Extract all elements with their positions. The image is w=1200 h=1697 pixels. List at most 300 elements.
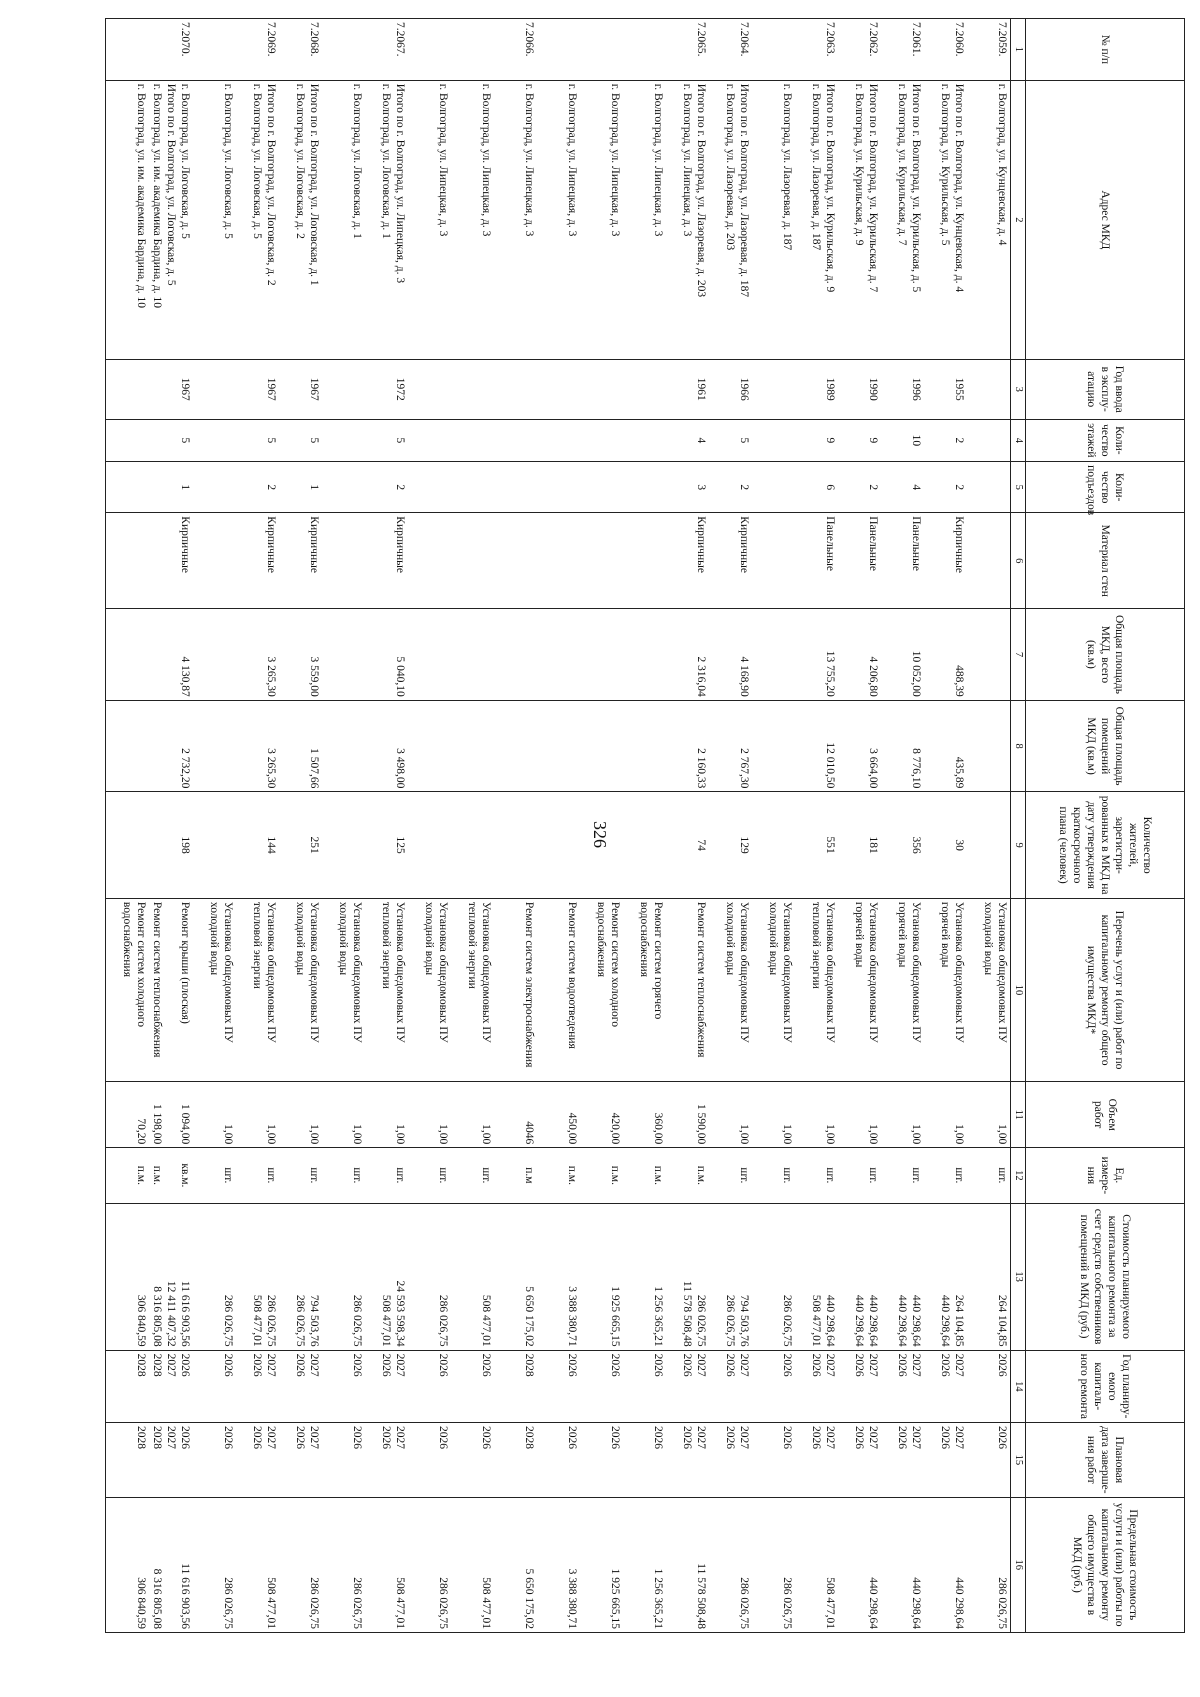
cell-entrances bbox=[451, 462, 494, 513]
cell-work-volume: 1 590,00 bbox=[666, 1082, 709, 1148]
cell-max-cost: 508 477,01 bbox=[451, 1497, 494, 1632]
cell-total-area: 5 040,10 bbox=[365, 609, 408, 701]
cell-completion-date: 2027 2026 bbox=[924, 1423, 967, 1498]
cell-total-area: 3 265,30 bbox=[236, 609, 279, 701]
column-number: 4 bbox=[1011, 419, 1026, 462]
cell-year-commissioned: 1989 bbox=[795, 359, 838, 419]
cell-residents bbox=[967, 792, 1011, 899]
cell-work-volume: 1,00 bbox=[451, 1082, 494, 1148]
cell-residents bbox=[494, 792, 537, 899]
column-header: Ед. измере-ния bbox=[1026, 1148, 1185, 1203]
cell-planned-year: 2026 bbox=[623, 1350, 666, 1422]
cell-row-number: 7.2068. bbox=[279, 19, 322, 81]
cell-premises-area: 2 732,20 bbox=[149, 700, 193, 792]
cell-unit: п.м. bbox=[623, 1148, 666, 1203]
cell-planned-year: 2028 bbox=[494, 1350, 537, 1422]
cell-year-commissioned bbox=[322, 359, 365, 419]
cell-max-cost: 1 925 665,15 bbox=[580, 1497, 623, 1632]
cell-address: Итого по г. Волгоград, ул. Курильская, д. 7 г. Волгоград, ул. Курильская, д. 9 bbox=[838, 80, 881, 359]
cell-total-area: 13 755,20 bbox=[795, 609, 838, 701]
cell-total-area bbox=[408, 609, 451, 701]
cell-address: г. Волгоград, ул. Липецкая, д. 3 bbox=[494, 80, 537, 359]
cell-planned-year: 2026 bbox=[322, 1350, 365, 1422]
cell-work-volume: 420,00 bbox=[580, 1082, 623, 1148]
cell-work-volume: 1 094,00 1 198,00 bbox=[149, 1082, 193, 1148]
cell-row-number bbox=[537, 19, 580, 81]
cell-planned-year: 2026 bbox=[580, 1350, 623, 1422]
cell-row-number: 7.2070. bbox=[149, 19, 193, 81]
cell-max-cost: 440 298,64 bbox=[838, 1497, 881, 1632]
cell-row-number: 7.2064. bbox=[709, 19, 752, 81]
cell-max-cost: 286 026,75 bbox=[279, 1497, 322, 1632]
column-header: № п/п bbox=[1026, 19, 1185, 81]
cell-unit: шт. bbox=[236, 1148, 279, 1203]
cell-planned-year: 2027 2026 bbox=[709, 1350, 752, 1422]
cell-unit: шт. bbox=[709, 1148, 752, 1203]
cell-floors bbox=[537, 419, 580, 462]
cell-year-commissioned: 1955 bbox=[924, 359, 967, 419]
cell-planned-cost: 286 026,75 508 477,01 bbox=[236, 1203, 279, 1350]
cell-floors: 9 bbox=[838, 419, 881, 462]
column-number: 9 bbox=[1011, 792, 1026, 899]
cell-address: Итого по г. Волгоград, ул. Курильская, д. 5 г. Волгоград, ул. Курильская, д. 7 bbox=[881, 80, 924, 359]
cell-address: г. Волгоград, ул. Липецкая, д. 3 bbox=[408, 80, 451, 359]
cell-address: г. Волгоград, ул. Лазоревая, д. 187 bbox=[752, 80, 795, 359]
table-row bbox=[623, 19, 666, 1633]
cell-wall-material bbox=[408, 513, 451, 609]
column-header: Объем работ bbox=[1026, 1082, 1185, 1148]
cell-residents bbox=[752, 792, 795, 899]
cell-completion-date: 2028 bbox=[105, 1423, 149, 1498]
cell-floors: 9 bbox=[795, 419, 838, 462]
cell-residents bbox=[408, 792, 451, 899]
table-row bbox=[365, 19, 408, 1633]
cell-residents: 198 bbox=[149, 792, 193, 899]
column-number: 5 bbox=[1011, 462, 1026, 513]
cell-row-number bbox=[408, 19, 451, 81]
cell-premises-area bbox=[537, 700, 580, 792]
table-row bbox=[580, 19, 623, 1633]
cell-work-volume: 450,00 bbox=[537, 1082, 580, 1148]
table-row bbox=[838, 19, 881, 1633]
cell-work-volume: 1,00 bbox=[709, 1082, 752, 1148]
cell-year-commissioned bbox=[193, 359, 236, 419]
page-number: 326 bbox=[590, 821, 610, 848]
cell-address: г. Волгоград, ул. Логовская, д. 1 bbox=[322, 80, 365, 359]
cell-work-volume: 1,00 bbox=[752, 1082, 795, 1148]
cell-work-list: Установка общедомовых ПУ горячей воды bbox=[838, 898, 881, 1081]
cell-address: Итого по г. Волгоград, ул. Лазоревая, д. 187 г. Волгоград, ул. Лазоревая, д. 203 bbox=[709, 80, 752, 359]
cell-work-volume: 1,00 bbox=[408, 1082, 451, 1148]
cell-year-commissioned bbox=[623, 359, 666, 419]
cell-work-list: Установка общедомовых ПУ холодной воды bbox=[193, 898, 236, 1081]
cell-work-volume: 1,00 bbox=[322, 1082, 365, 1148]
cell-entrances: 6 bbox=[795, 462, 838, 513]
cell-total-area bbox=[537, 609, 580, 701]
cell-residents: 356 bbox=[881, 792, 924, 899]
cell-floors bbox=[408, 419, 451, 462]
repair-plan-table bbox=[105, 18, 1185, 1633]
cell-planned-cost: 440 298,64 440 298,64 bbox=[838, 1203, 881, 1350]
column-number: 12 bbox=[1011, 1148, 1026, 1203]
cell-entrances bbox=[623, 462, 666, 513]
column-number: 8 bbox=[1011, 700, 1026, 792]
cell-planned-year: 2026 bbox=[537, 1350, 580, 1422]
cell-unit: шт. bbox=[795, 1148, 838, 1203]
cell-unit: шт. bbox=[322, 1148, 365, 1203]
cell-residents: 251 bbox=[279, 792, 322, 899]
cell-planned-year: 2027 2026 bbox=[881, 1350, 924, 1422]
cell-work-volume: 1,00 bbox=[279, 1082, 322, 1148]
column-number-row bbox=[1011, 19, 1026, 1633]
cell-planned-cost: 286 026,75 11 578 508,48 bbox=[666, 1203, 709, 1350]
cell-premises-area: 2 160,33 bbox=[666, 700, 709, 792]
cell-total-area bbox=[193, 609, 236, 701]
table-row bbox=[494, 19, 537, 1633]
cell-residents: 551 bbox=[795, 792, 838, 899]
cell-work-list: Установка общедомовых ПУ тепловой энергии bbox=[795, 898, 838, 1081]
cell-row-number: 7.2067. bbox=[365, 19, 408, 81]
column-header: Год планиру-емого капиталь-ного ремонта bbox=[1026, 1350, 1185, 1422]
table-row bbox=[236, 19, 279, 1633]
cell-residents bbox=[623, 792, 666, 899]
cell-address: Итого по г. Волгоград, ул. Логовская, д. 2 г. Волгоград, ул. Логовская, д. 5 bbox=[236, 80, 279, 359]
cell-residents bbox=[322, 792, 365, 899]
cell-year-commissioned: 1961 bbox=[666, 359, 709, 419]
cell-entrances: 1 bbox=[149, 462, 193, 513]
cell-premises-area bbox=[105, 700, 149, 792]
cell-residents bbox=[537, 792, 580, 899]
cell-completion-date: 2027 2026 bbox=[795, 1423, 838, 1498]
cell-floors: 5 bbox=[236, 419, 279, 462]
cell-total-area bbox=[752, 609, 795, 701]
cell-max-cost: 440 298,64 bbox=[924, 1497, 967, 1632]
cell-floors bbox=[494, 419, 537, 462]
cell-wall-material bbox=[322, 513, 365, 609]
cell-unit: кв.м. п.м. bbox=[149, 1148, 193, 1203]
cell-residents bbox=[105, 792, 149, 899]
cell-work-list: Установка общедомовых ПУ тепловой энергии bbox=[365, 898, 408, 1081]
cell-work-list: Ремонт крыши (плоская) Ремонт систем теплоснабжения bbox=[149, 898, 193, 1081]
column-header: Общая площадь МКД, всего (кв.м) bbox=[1026, 609, 1185, 701]
cell-planned-cost: 306 840,59 bbox=[105, 1203, 149, 1350]
cell-floors: 5 bbox=[149, 419, 193, 462]
cell-entrances bbox=[494, 462, 537, 513]
cell-work-list: Ремонт систем холодного водоснабжения bbox=[105, 898, 149, 1081]
cell-entrances: 2 bbox=[236, 462, 279, 513]
cell-completion-date: 2027 2026 bbox=[838, 1423, 881, 1498]
cell-work-volume: 1,00 bbox=[967, 1082, 1011, 1148]
column-header: Общая площадь помещений МКД (кв.м) bbox=[1026, 700, 1185, 792]
cell-wall-material bbox=[451, 513, 494, 609]
cell-planned-year: 2028 bbox=[105, 1350, 149, 1422]
cell-floors bbox=[451, 419, 494, 462]
cell-completion-date: 2026 2027 2028 bbox=[149, 1423, 193, 1498]
cell-work-volume: 1,00 bbox=[838, 1082, 881, 1148]
table-row bbox=[279, 19, 322, 1633]
cell-completion-date: 2026 bbox=[408, 1423, 451, 1498]
cell-year-commissioned: 1967 bbox=[149, 359, 193, 419]
cell-planned-cost: 508 477,01 bbox=[451, 1203, 494, 1350]
cell-completion-date: 2026 bbox=[537, 1423, 580, 1498]
cell-max-cost: 508 477,01 bbox=[365, 1497, 408, 1632]
cell-year-commissioned bbox=[451, 359, 494, 419]
column-header: Коли-чество этажей bbox=[1026, 419, 1185, 462]
cell-residents: 30 bbox=[924, 792, 967, 899]
cell-wall-material: Кирпичные bbox=[924, 513, 967, 609]
cell-wall-material bbox=[193, 513, 236, 609]
cell-work-list: Установка общедомовых ПУ холодной воды bbox=[408, 898, 451, 1081]
cell-planned-year: 2026 bbox=[752, 1350, 795, 1422]
cell-work-list: Ремонт систем горячего водоснабжения bbox=[623, 898, 666, 1081]
cell-total-area bbox=[494, 609, 537, 701]
column-header: Адрес МКД bbox=[1026, 80, 1185, 359]
cell-work-list: Установка общедомовых ПУ тепловой энергии bbox=[451, 898, 494, 1081]
cell-year-commissioned: 1967 bbox=[236, 359, 279, 419]
cell-address: Итого по г. Волгоград, ул. Курильская, д. 9 г. Волгоград, ул. Лазоревая, д. 187 bbox=[795, 80, 838, 359]
cell-total-area: 4 168,90 bbox=[709, 609, 752, 701]
cell-wall-material bbox=[623, 513, 666, 609]
cell-entrances bbox=[537, 462, 580, 513]
table-row bbox=[795, 19, 838, 1633]
column-header: Плановая дата заверше-ния работ bbox=[1026, 1423, 1185, 1498]
cell-wall-material: Кирпичные bbox=[666, 513, 709, 609]
cell-work-volume: 1,00 bbox=[924, 1082, 967, 1148]
cell-floors bbox=[580, 419, 623, 462]
cell-premises-area: 3 664,00 bbox=[838, 700, 881, 792]
cell-unit: шт. bbox=[279, 1148, 322, 1203]
cell-completion-date: 2027 2026 bbox=[279, 1423, 322, 1498]
cell-wall-material: Кирпичные bbox=[279, 513, 322, 609]
cell-floors: 2 bbox=[924, 419, 967, 462]
cell-premises-area: 12 010,50 bbox=[795, 700, 838, 792]
cell-planned-cost: 794 503,76 286 026,75 bbox=[709, 1203, 752, 1350]
cell-premises-area bbox=[967, 700, 1011, 792]
cell-planned-year: 2026 bbox=[451, 1350, 494, 1422]
cell-address: Итого по г. Волгоград, ул. Логовская, д. 1 г. Волгоград, ул. Логовская, д. 2 bbox=[279, 80, 322, 359]
cell-entrances bbox=[580, 462, 623, 513]
cell-work-volume: 360,00 bbox=[623, 1082, 666, 1148]
cell-year-commissioned bbox=[967, 359, 1011, 419]
cell-work-volume: 1,00 bbox=[881, 1082, 924, 1148]
cell-premises-area bbox=[322, 700, 365, 792]
cell-unit: п.м. bbox=[105, 1148, 149, 1203]
cell-row-number bbox=[105, 19, 149, 81]
column-number: 7 bbox=[1011, 609, 1026, 701]
cell-address: Итого по г. Волгоград, ул. Лазоревая, д. 203 г. Волгоград, ул. Липецкая, д. 3 bbox=[666, 80, 709, 359]
cell-total-area: 4 130,87 bbox=[149, 609, 193, 701]
cell-residents: 74 bbox=[666, 792, 709, 899]
cell-premises-area bbox=[580, 700, 623, 792]
cell-entrances bbox=[408, 462, 451, 513]
cell-planned-year: 2027 2026 bbox=[838, 1350, 881, 1422]
table-row bbox=[193, 19, 236, 1633]
cell-row-number: 7.2065. bbox=[666, 19, 709, 81]
cell-total-area: 2 316,04 bbox=[666, 609, 709, 701]
column-number: 3 bbox=[1011, 359, 1026, 419]
cell-unit: шт. bbox=[924, 1148, 967, 1203]
cell-total-area bbox=[580, 609, 623, 701]
cell-planned-cost: 1 925 665,15 bbox=[580, 1203, 623, 1350]
cell-unit: шт. bbox=[365, 1148, 408, 1203]
table-row bbox=[709, 19, 752, 1633]
cell-total-area bbox=[623, 609, 666, 701]
cell-max-cost: 286 026,75 bbox=[752, 1497, 795, 1632]
column-number: 6 bbox=[1011, 513, 1026, 609]
cell-premises-area: 3 265,30 bbox=[236, 700, 279, 792]
cell-planned-cost: 286 026,75 bbox=[193, 1203, 236, 1350]
cell-row-number: 7.2060. bbox=[924, 19, 967, 81]
cell-planned-cost: 440 298,64 440 298,64 bbox=[881, 1203, 924, 1350]
cell-work-list: Установка общедомовых ПУ холодной воды bbox=[279, 898, 322, 1081]
cell-total-area: 3 559,00 bbox=[279, 609, 322, 701]
cell-completion-date: 2027 2026 bbox=[709, 1423, 752, 1498]
cell-planned-year: 2026 bbox=[408, 1350, 451, 1422]
cell-max-cost: 3 388 380,71 bbox=[537, 1497, 580, 1632]
column-number: 10 bbox=[1011, 898, 1026, 1081]
cell-floors bbox=[322, 419, 365, 462]
cell-address: г. Волгоград, ул. Липецкая, д. 3 bbox=[580, 80, 623, 359]
cell-planned-year: 2027 2026 bbox=[795, 1350, 838, 1422]
cell-year-commissioned bbox=[408, 359, 451, 419]
cell-entrances bbox=[967, 462, 1011, 513]
cell-max-cost: 286 026,75 bbox=[322, 1497, 365, 1632]
cell-completion-date: 2026 bbox=[623, 1423, 666, 1498]
cell-planned-year: 2026 bbox=[193, 1350, 236, 1422]
cell-work-volume: 1,00 bbox=[193, 1082, 236, 1148]
cell-year-commissioned bbox=[580, 359, 623, 419]
cell-planned-cost: 24 593 598,34 508 477,01 bbox=[365, 1203, 408, 1350]
cell-planned-cost: 1 256 365,21 bbox=[623, 1203, 666, 1350]
column-number: 15 bbox=[1011, 1423, 1026, 1498]
cell-wall-material: Панельные bbox=[838, 513, 881, 609]
cell-address: Итого по г. Волгоград, ул. Кунцевская, д. 4 г. Волгоград, ул. Курильская, д. 5 bbox=[924, 80, 967, 359]
column-header: Материал стен bbox=[1026, 513, 1185, 609]
cell-max-cost: 306 840,59 bbox=[105, 1497, 149, 1632]
cell-planned-cost: 440 298,64 508 477,01 bbox=[795, 1203, 838, 1350]
table-row bbox=[666, 19, 709, 1633]
cell-completion-date: 2028 bbox=[494, 1423, 537, 1498]
cell-wall-material: Кирпичные bbox=[236, 513, 279, 609]
cell-unit: п.м bbox=[494, 1148, 537, 1203]
cell-completion-date: 2027 2026 bbox=[881, 1423, 924, 1498]
cell-work-list: Ремонт систем электроснабжения bbox=[494, 898, 537, 1081]
cell-total-area: 488,39 bbox=[924, 609, 967, 701]
cell-floors: 5 bbox=[709, 419, 752, 462]
rotated-table-container bbox=[45, 18, 1185, 1633]
table-row bbox=[752, 19, 795, 1633]
cell-premises-area bbox=[193, 700, 236, 792]
cell-address: Итого по г. Волгоград, ул. Липецкая, д. 3 г. Волгоград, ул. Логовская, д. 1 bbox=[365, 80, 408, 359]
cell-residents bbox=[580, 792, 623, 899]
cell-floors: 5 bbox=[365, 419, 408, 462]
cell-address: г. Волгоград, ул. Липецкая, д. 3 bbox=[451, 80, 494, 359]
header-row bbox=[1026, 19, 1185, 1633]
cell-row-number bbox=[580, 19, 623, 81]
cell-work-volume: 4046 bbox=[494, 1082, 537, 1148]
cell-address: г. Волгоград, ул. им. академика Бардина, д. 10 bbox=[105, 80, 149, 359]
cell-work-list: Ремонт систем холодного водоснабжения bbox=[580, 898, 623, 1081]
cell-completion-date: 2027 2026 bbox=[236, 1423, 279, 1498]
cell-floors bbox=[193, 419, 236, 462]
cell-floors: 10 bbox=[881, 419, 924, 462]
column-header: Год ввода в эксплу-атацию bbox=[1026, 359, 1185, 419]
column-number: 2 bbox=[1011, 80, 1026, 359]
cell-planned-cost: 11 616 903,56 12 411 407,32 8 316 805,08 bbox=[149, 1203, 193, 1350]
cell-unit: шт. bbox=[838, 1148, 881, 1203]
cell-floors: 4 bbox=[666, 419, 709, 462]
cell-work-list: Установка общедомовых ПУ горячей воды bbox=[924, 898, 967, 1081]
table-row bbox=[322, 19, 365, 1633]
cell-total-area bbox=[322, 609, 365, 701]
cell-residents: 125 bbox=[365, 792, 408, 899]
cell-completion-date: 2026 bbox=[451, 1423, 494, 1498]
cell-unit: шт. bbox=[193, 1148, 236, 1203]
cell-entrances: 1 bbox=[279, 462, 322, 513]
cell-row-number: 7.2059. bbox=[967, 19, 1011, 81]
table-row bbox=[105, 19, 149, 1633]
cell-planned-cost: 3 388 380,71 bbox=[537, 1203, 580, 1350]
cell-max-cost: 11 616 903,56 8 316 805,08 bbox=[149, 1497, 193, 1632]
cell-entrances: 2 bbox=[365, 462, 408, 513]
cell-planned-cost: 264 104,85 440 298,64 bbox=[924, 1203, 967, 1350]
cell-wall-material: Панельные bbox=[881, 513, 924, 609]
cell-work-list: Установка общедомовых ПУ холодной воды bbox=[322, 898, 365, 1081]
cell-year-commissioned: 1990 bbox=[838, 359, 881, 419]
cell-completion-date: 2026 bbox=[752, 1423, 795, 1498]
cell-completion-date: 2026 bbox=[967, 1423, 1011, 1498]
cell-wall-material bbox=[494, 513, 537, 609]
cell-row-number: 7.2062. bbox=[838, 19, 881, 81]
cell-total-area: 10 052,00 bbox=[881, 609, 924, 701]
cell-max-cost: 286 026,75 bbox=[193, 1497, 236, 1632]
table-row bbox=[537, 19, 580, 1633]
column-header: Стоимость планируемого капитального ремонта за счет средств собственников помещений в МКД (руб.) bbox=[1026, 1203, 1185, 1350]
cell-residents bbox=[193, 792, 236, 899]
cell-residents: 129 bbox=[709, 792, 752, 899]
cell-unit: шт. bbox=[881, 1148, 924, 1203]
cell-row-number bbox=[451, 19, 494, 81]
cell-work-list: Установка общедомовых ПУ горячей воды bbox=[881, 898, 924, 1081]
cell-unit: шт. bbox=[451, 1148, 494, 1203]
cell-wall-material bbox=[580, 513, 623, 609]
cell-year-commissioned: 1996 bbox=[881, 359, 924, 419]
cell-completion-date: 2026 bbox=[580, 1423, 623, 1498]
cell-unit: п.м. bbox=[537, 1148, 580, 1203]
cell-max-cost: 286 026,75 bbox=[408, 1497, 451, 1632]
cell-total-area bbox=[451, 609, 494, 701]
cell-residents: 144 bbox=[236, 792, 279, 899]
cell-year-commissioned bbox=[105, 359, 149, 419]
cell-wall-material bbox=[537, 513, 580, 609]
cell-max-cost: 440 298,64 bbox=[881, 1497, 924, 1632]
cell-floors bbox=[105, 419, 149, 462]
cell-year-commissioned bbox=[494, 359, 537, 419]
cell-entrances: 2 bbox=[709, 462, 752, 513]
column-header: Перечень услуг и (или) работ по капитальному ремонту общего имущества МКД* bbox=[1026, 898, 1185, 1081]
cell-entrances bbox=[752, 462, 795, 513]
column-number: 1 bbox=[1011, 19, 1026, 81]
table-row bbox=[924, 19, 967, 1633]
cell-address: г. Волгоград, ул. Липецкая, д. 3 bbox=[537, 80, 580, 359]
cell-row-number bbox=[322, 19, 365, 81]
cell-address: г. Волгоград, ул. Логовская, д. 5 bbox=[193, 80, 236, 359]
cell-planned-cost: 794 503,76 286 026,75 bbox=[279, 1203, 322, 1350]
cell-work-volume: 1,00 bbox=[365, 1082, 408, 1148]
cell-work-list: Ремонт систем водоотведения bbox=[537, 898, 580, 1081]
cell-address: г. Волгоград, ул. Кунцевская, д. 4 bbox=[967, 80, 1011, 359]
cell-unit: шт. bbox=[408, 1148, 451, 1203]
